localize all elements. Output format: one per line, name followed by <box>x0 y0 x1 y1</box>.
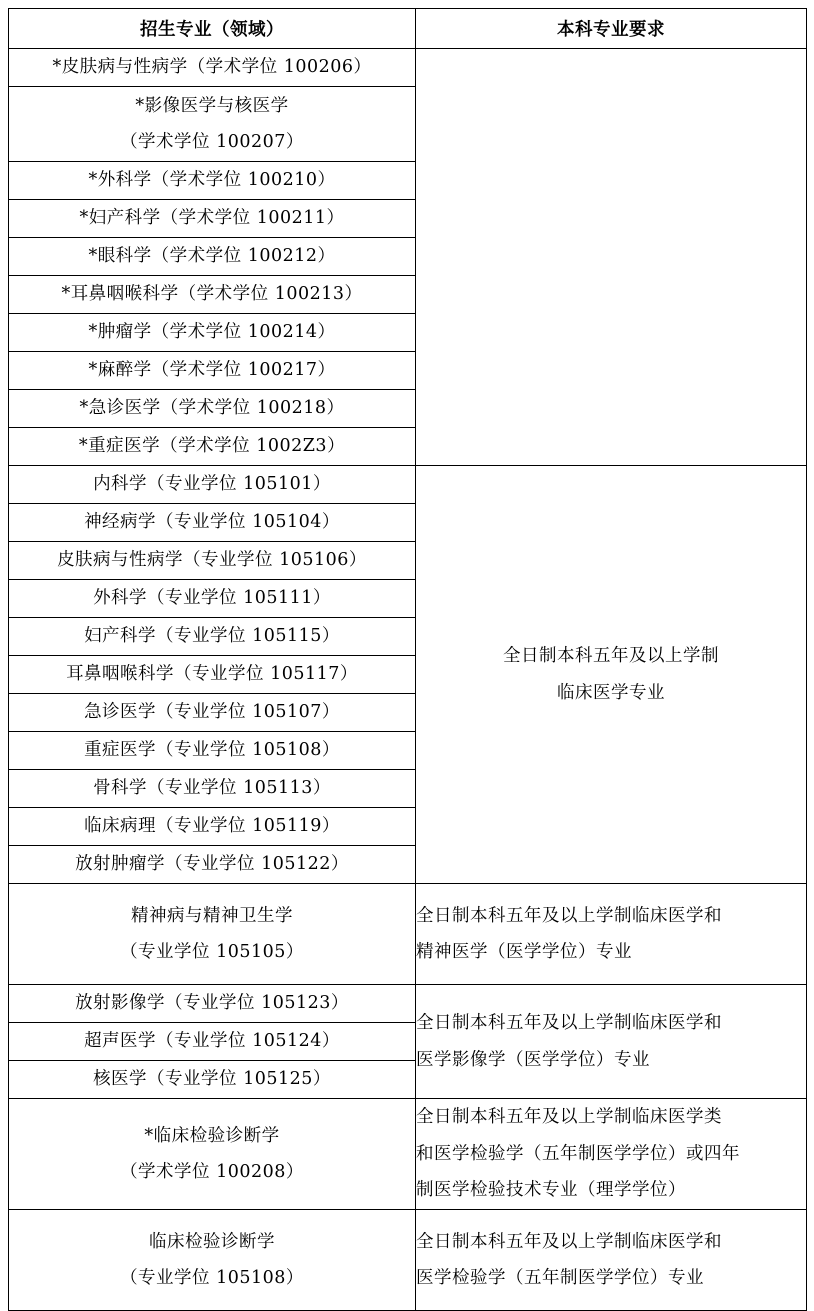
major-name: 临床检验诊断学 <box>149 1231 275 1252</box>
requirement-column-header: 本科专业要求 <box>416 9 807 49</box>
major-cell <box>9 162 416 200</box>
table-row <box>9 985 807 1023</box>
major-cell <box>9 618 416 656</box>
major-cell <box>9 732 416 770</box>
major-name: 放射肿瘤学（专业学位 105122） <box>75 854 349 875</box>
major-cell <box>9 846 416 884</box>
major-cell <box>9 770 416 808</box>
major-name: *眼科学（学术学位 100212） <box>88 246 336 267</box>
requirements-table <box>8 8 807 1311</box>
major-name: 重症医学（专业学位 105108） <box>84 740 340 761</box>
major-name: （学术学位 100207） <box>120 132 304 152</box>
major-name: *皮肤病与性病学（学术学位 100206） <box>52 57 372 78</box>
major-name: 外科学（专业学位 105111） <box>93 588 331 609</box>
major-name: （专业学位 105108） <box>120 1268 304 1288</box>
table-header <box>9 9 807 49</box>
major-cell <box>9 428 416 466</box>
table-row <box>9 884 807 985</box>
requirement-text: 全日制本科五年及以上学制 <box>503 646 719 666</box>
major-cell <box>9 87 416 162</box>
major-cell <box>9 694 416 732</box>
major-name: 急诊医学（专业学位 105107） <box>84 702 340 723</box>
major-cell <box>9 1061 416 1099</box>
major-cell <box>9 884 416 985</box>
major-name: *耳鼻咽喉科学（学术学位 100213） <box>61 284 363 305</box>
major-cell <box>9 504 416 542</box>
major-name: *肿瘤学（学术学位 100214） <box>88 322 336 343</box>
table-row <box>9 1210 807 1311</box>
major-name: 放射影像学（专业学位 105123） <box>75 993 349 1014</box>
major-cell <box>9 466 416 504</box>
table-row <box>9 466 807 504</box>
major-name: 耳鼻咽喉科学（专业学位 105117） <box>66 664 358 685</box>
major-name: *急诊医学（学术学位 100218） <box>79 398 345 419</box>
major-cell <box>9 1210 416 1311</box>
requirement-cell-empty <box>416 49 807 466</box>
major-cell <box>9 314 416 352</box>
major-name: 精神病与精神卫生学 <box>131 905 293 926</box>
requirement-cell <box>416 884 807 985</box>
major-cell <box>9 542 416 580</box>
requirement-cell <box>416 985 807 1099</box>
major-cell <box>9 49 416 87</box>
major-name: （学术学位 100208） <box>120 1162 304 1182</box>
major-name: 核医学（专业学位 105125） <box>93 1069 331 1090</box>
major-cell <box>9 1099 416 1210</box>
major-cell <box>9 276 416 314</box>
major-name: 骨科学（专业学位 105113） <box>93 778 331 799</box>
major-name: 内科学（专业学位 105101） <box>93 474 331 495</box>
major-cell <box>9 200 416 238</box>
requirement-text: 全日制本科五年及以上学制临床医学类 <box>416 1107 722 1128</box>
major-name: *临床检验诊断学 <box>144 1125 280 1146</box>
header-row <box>9 9 807 49</box>
major-name: 皮肤病与性病学（专业学位 105106） <box>57 550 367 571</box>
requirement-text: 全日制本科五年及以上学制临床医学和 <box>416 905 722 926</box>
table-row <box>9 1099 807 1210</box>
requirement-text: 精神医学（医学学位）专业 <box>416 942 632 962</box>
requirement-text: 制医学检验技术专业（理学学位） <box>416 1180 686 1201</box>
major-cell <box>9 985 416 1023</box>
major-cell <box>9 238 416 276</box>
major-cell <box>9 580 416 618</box>
major-name: 妇产科学（专业学位 105115） <box>84 626 340 647</box>
major-cell <box>9 390 416 428</box>
major-cell <box>9 1023 416 1061</box>
requirement-text: 全日制本科五年及以上学制临床医学和 <box>416 1013 722 1033</box>
major-name: 神经病学（专业学位 105104） <box>84 512 340 533</box>
table-body <box>9 49 807 1311</box>
major-name: *重症医学（学术学位 1002Z3） <box>78 436 346 457</box>
requirement-text: 医学检验学（五年制医学学位）专业 <box>416 1268 704 1288</box>
requirement-cell <box>416 1210 807 1311</box>
major-name: （专业学位 105105） <box>120 942 304 962</box>
major-name: *麻醉学（学术学位 100217） <box>88 360 336 381</box>
requirement-cell <box>416 1099 807 1210</box>
major-cell <box>9 352 416 390</box>
requirement-text: 医学影像学（医学学位）专业 <box>416 1049 650 1070</box>
major-name: 超声医学（专业学位 105124） <box>84 1031 340 1052</box>
major-column-header: 招生专业（领域） <box>9 9 416 49</box>
major-cell <box>9 656 416 694</box>
table-row <box>9 49 807 87</box>
requirement-text: 临床医学专业 <box>557 682 665 703</box>
admission-requirements-document <box>8 8 806 1311</box>
requirement-text: 和医学检验学（五年制医学学位）或四年 <box>416 1143 740 1164</box>
requirement-text: 全日制本科五年及以上学制临床医学和 <box>416 1231 722 1252</box>
major-name: *影像医学与核医学 <box>135 95 289 116</box>
major-name: *妇产科学（学术学位 100211） <box>79 208 345 229</box>
major-name: 临床病理（专业学位 105119） <box>84 816 340 837</box>
major-name: *外科学（学术学位 100210） <box>88 170 336 191</box>
requirement-cell <box>416 466 807 884</box>
major-cell <box>9 808 416 846</box>
